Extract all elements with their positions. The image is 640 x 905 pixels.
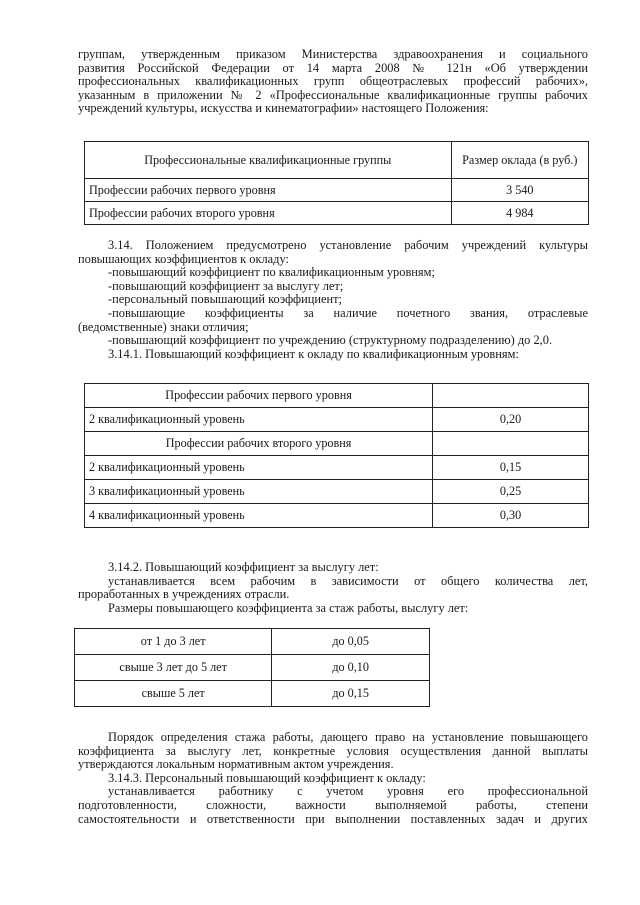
text-line: проработанных в учреждениях отрасли. <box>78 587 290 602</box>
text-line: Размеры повышающего коэффициента за стаж работы, выслугу лет: <box>108 600 469 615</box>
text-line: устанавливается всем рабочим в зависимости от общего количества лет, <box>108 573 588 588</box>
table-cell-value: 0,25 <box>433 480 589 504</box>
table-group-row <box>85 384 589 408</box>
table-row <box>75 629 430 655</box>
text-line: устанавливается работнику с учетом уровня его профессиональной <box>108 784 588 799</box>
table-cell-name: 2 квалификационный уровень <box>85 408 433 432</box>
table-cell-value: до 0,05 <box>272 629 430 655</box>
table-cell-value: 0,15 <box>433 456 589 480</box>
table-cell-value: до 0,10 <box>272 655 430 681</box>
table-cell-value <box>433 384 589 408</box>
text-line: 3.14.1. Повышающий коэффициент к окладу по квалификационным уровням: <box>108 346 519 361</box>
text-line: -повышающий коэффициент по учреждению (структурному подразделению) до 2,0. <box>108 333 553 348</box>
salary-table <box>84 141 589 225</box>
group-title: Профессии рабочих первого уровня <box>85 384 433 408</box>
text-line: развития Российской Федерации от 14 марта 2008 № 121н «Об утверждении <box>78 60 588 75</box>
text-line: -персональный повышающий коэффициент; <box>108 292 342 307</box>
table-cell-name: 3 квалификационный уровень <box>85 480 433 504</box>
text-line: (ведомственные) знаки отличия; <box>78 319 249 334</box>
table-row <box>85 504 589 528</box>
text-line: коэффициента за выслугу лет, конкретные условия осуществления данной выплаты <box>78 743 588 758</box>
table-cell-name: свыше 5 лет <box>75 681 272 707</box>
table-row <box>75 681 430 707</box>
text-line: -повышающий коэффициент по квалификационным уровням; <box>108 265 435 280</box>
table-cell-value: 0,20 <box>433 408 589 432</box>
text-line: подготовленности, сложности, важности выполняемой работы, степени <box>78 797 588 812</box>
text-line: 3.14.3. Персональный повышающий коэффициент к окладу: <box>108 770 426 785</box>
qualification-coefficient-table <box>84 383 589 528</box>
seniority-coefficient-table <box>74 628 430 707</box>
text-line: 3.14.2. Повышающий коэффициент за выслугу лет: <box>108 560 379 574</box>
table-row <box>85 179 589 202</box>
table-cell-name: 2 квалификационный уровень <box>85 456 433 480</box>
group-title: Профессии рабочих второго уровня <box>85 432 433 456</box>
text-line: утверждаются локальным нормативным актом учреждения. <box>78 757 394 772</box>
text-line: 3.14. Положением предусмотрено установление рабочим учреждений культуры <box>108 238 588 252</box>
table-row <box>85 202 589 225</box>
text-line: Порядок определения стажа работы, дающего право на установление повышающего <box>108 730 588 744</box>
table-row <box>85 480 589 504</box>
table-cell-name: Профессии рабочих второго уровня <box>85 202 452 225</box>
text-line: группам, утвержденным приказом Министерства здравоохранения и социального <box>78 47 588 61</box>
table-row <box>75 655 430 681</box>
table-row <box>85 408 589 432</box>
table-cell-name: свыше 3 лет до 5 лет <box>75 655 272 681</box>
text-line: -повышающие коэффициенты за наличие почетного звания, отраслевые <box>108 305 588 320</box>
table-header-row <box>85 142 589 179</box>
table-cell-name: от 1 до 3 лет <box>75 629 272 655</box>
closing-paragraph <box>78 731 588 826</box>
table-header-cell: Размер оклада (в руб.) <box>451 142 588 179</box>
table-row <box>85 456 589 480</box>
table-cell-value: 0,30 <box>433 504 589 528</box>
section-3-14-2 <box>78 561 588 615</box>
intro-paragraph <box>78 48 588 116</box>
text-line: профессиональных квалификационных групп общеотраслевых профессий рабочих», <box>78 74 588 89</box>
table-cell-name: 4 квалификационный уровень <box>85 504 433 528</box>
text-line: самостоятельности и ответственности при выполнении поставленных задач и других <box>78 811 588 826</box>
table-group-row <box>85 432 589 456</box>
text-line: -повышающий коэффициент за выслугу лет; <box>108 278 344 293</box>
table-cell-value: 4 984 <box>451 202 588 225</box>
table-cell-value: 3 540 <box>451 179 588 202</box>
section-3-14 <box>78 239 588 361</box>
table-header-cell: Профессиональные квалификационные группы <box>85 142 452 179</box>
text-line: указанным в приложении № 2 «Профессиональные квалификационные группы рабочих <box>78 87 588 102</box>
table-cell-value: до 0,15 <box>272 681 430 707</box>
text-line: повышающих коэффициентов к окладу: <box>78 251 289 266</box>
table-cell-name: Профессии рабочих первого уровня <box>85 179 452 202</box>
table-cell-value <box>433 432 589 456</box>
text-line: учреждений культуры, искусства и кинематографии» настоящего Положения: <box>78 101 489 116</box>
